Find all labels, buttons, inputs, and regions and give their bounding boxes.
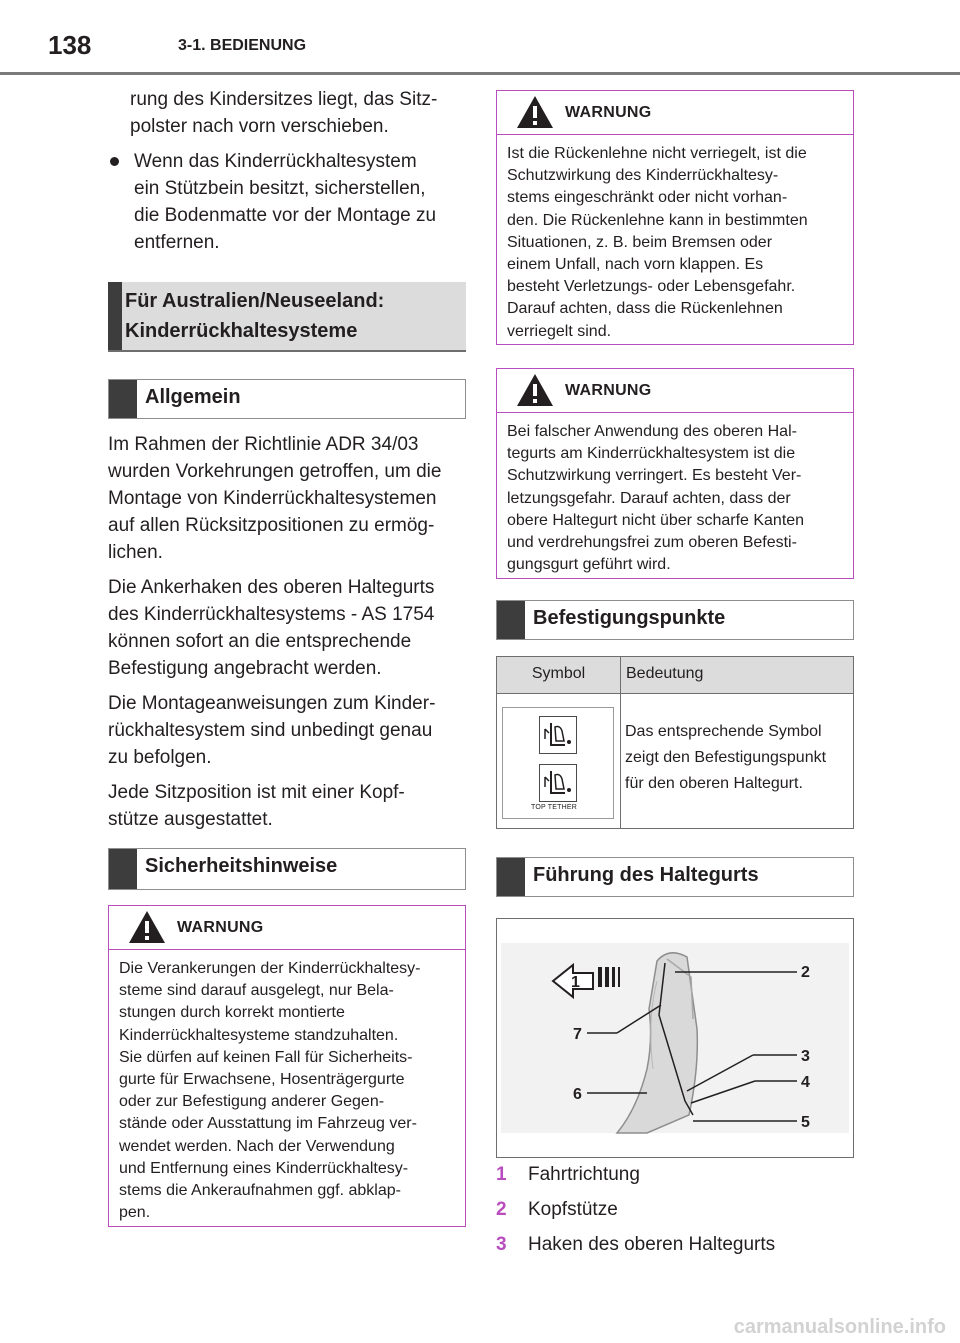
table-divider — [620, 657, 621, 828]
text-line: Wenn das Kinderrückhaltesystem — [134, 151, 417, 172]
heading-line: Kinderrückhaltesysteme — [125, 320, 358, 342]
text-line: Situationen, z. B. beim Bremsen oder — [507, 233, 773, 251]
text-line: wurden Vorkehrungen getroffen, um die — [108, 461, 442, 482]
text-line: stems die Ankeraufnahmen ggf. abklap- — [119, 1182, 401, 1200]
top-tether-caption: TOP TETHER — [531, 804, 577, 811]
watermark: carmanualsonline.info — [733, 1316, 946, 1338]
legend-label: Kopfstütze — [528, 1199, 618, 1220]
text-line: Die Verankerungen der Kinderrückhaltesy- — [119, 960, 421, 977]
text-line: Darauf achten, dass die Rückenlehnen — [507, 300, 783, 318]
text-line: oder zur Befestigung anderer Gegen- — [119, 1093, 385, 1111]
tether-routing-figure — [496, 918, 854, 1158]
callout-1: 1 — [571, 974, 580, 991]
warning-text — [497, 135, 853, 343]
text-line: entfernen. — [134, 232, 220, 253]
legend-label: Haken des oberen Haltegurts — [528, 1234, 776, 1255]
child-seat-anchor-icon — [539, 716, 577, 754]
warning-title: WARNUNG — [565, 104, 652, 121]
subheading-tether-routing — [496, 857, 854, 897]
table-header-symbol: Symbol — [497, 657, 620, 694]
bullet-item — [108, 148, 466, 256]
warning-triangle-icon — [128, 910, 166, 944]
warning-header — [497, 91, 853, 135]
text-line: ein Stützbein besitzt, sicherstellen, — [134, 178, 426, 199]
warning-header — [497, 369, 853, 413]
text-line: stütze ausgestattet. — [108, 809, 273, 830]
meaning-cell — [625, 719, 851, 797]
section-title: 3-1. BEDIENUNG — [178, 37, 307, 54]
text-line: und verdrehungsfrei zum oberen Befesti- — [507, 534, 797, 552]
subheading-text: Sicherheitshinweise — [145, 855, 338, 877]
text-line: obere Haltegurt nicht über scharfe Kanten — [507, 511, 805, 529]
legend-item — [496, 1164, 854, 1190]
warning-text — [109, 950, 465, 1224]
text-line: für den oberen Haltegurt. — [625, 775, 803, 792]
text-line: Sie dürfen auf keinen Fall für Sicherheits- — [119, 1048, 413, 1066]
paragraph — [108, 690, 466, 771]
text-line: letzungsgefahr. Darauf achten, dass der — [507, 489, 791, 507]
callout-3: 3 — [801, 1048, 810, 1065]
heading-bar — [108, 282, 122, 350]
warning-box-backrest — [496, 90, 854, 345]
heading-bar — [497, 858, 525, 896]
legend-number: 1 — [496, 1164, 507, 1185]
text-line: stände oder Ausstattung im Fahrzeug ver- — [119, 1115, 417, 1133]
text-line: wendet werden. Nach der Verwendung — [119, 1137, 395, 1155]
left-column — [108, 86, 466, 264]
callout-6: 6 — [573, 1086, 582, 1103]
subheading-safety — [108, 848, 466, 890]
text-line: Die Ankerhaken des oberen Haltegurts — [108, 577, 435, 598]
warning-box-anchorage — [108, 905, 466, 1227]
warning-triangle-icon — [516, 373, 554, 407]
subheading-anchor-points — [496, 600, 854, 640]
warning-triangle-icon — [516, 95, 554, 129]
subheading-text: Allgemein — [145, 386, 241, 408]
page-header — [0, 0, 960, 76]
text-line: lichen. — [108, 542, 163, 563]
legend-item — [496, 1199, 854, 1225]
text-line: auf allen Rücksitzpositionen zu ermög- — [108, 515, 435, 536]
text-line: Schutzwirkung des Kinderrückhaltesy- — [507, 167, 779, 185]
text-line: einem Unfall, nach vorn klappen. Es — [507, 256, 764, 274]
text-line: rückhaltesystem sind unbedingt genau — [108, 720, 433, 741]
text-line: stungen durch korrekt montierte — [119, 1004, 345, 1022]
text-line: die Bodenmatte vor der Montage zu — [134, 205, 437, 226]
legend-label: Fahrtrichtung — [528, 1164, 640, 1185]
subheading-general — [108, 379, 466, 419]
text-line: Schutzwirkung verringert. Es besteht Ver- — [507, 467, 802, 485]
heading-line: Für Australien/Neuseeland: — [125, 290, 385, 312]
text-line: den. Die Rückenlehne kann in bestimmten — [507, 211, 808, 229]
text-line: Das entsprechende Symbol — [625, 723, 822, 740]
text-line: rung des Kindersitzes liegt, das Sitz- — [130, 89, 438, 110]
warning-title: WARNUNG — [565, 382, 652, 399]
symbol-table — [496, 656, 854, 829]
subheading-text: Befestigungspunkte — [533, 607, 726, 629]
text-line: Die Montageanweisungen zum Kinder- — [108, 693, 436, 714]
page-number: 138 — [48, 30, 92, 60]
text-line: besteht Verletzungs- oder Lebensgefahr. — [507, 278, 796, 296]
text-line: Im Rahmen der Richtlinie ADR 34/03 — [108, 434, 419, 455]
paragraph — [108, 431, 466, 566]
text-line: des Kinderrückhaltesystems - AS 1754 — [108, 604, 435, 625]
text-line: können sofort an die entsprechende — [108, 631, 412, 652]
paragraph — [108, 779, 466, 833]
seat-illustration — [497, 919, 853, 1157]
text-line: gungsgurt geführt wird. — [507, 556, 671, 574]
text-line: gurte für Erwachsene, Hosenträgergurte — [119, 1071, 405, 1089]
general-text — [108, 431, 466, 841]
warning-box-tether — [496, 368, 854, 579]
continued-paragraph — [108, 86, 466, 140]
callout-4: 4 — [801, 1074, 810, 1091]
text-line: Montage von Kinderrückhaltesystemen — [108, 488, 437, 509]
text-line: und Entfernung eines Kinderrückhaltesy- — [119, 1159, 409, 1177]
paragraph — [108, 574, 466, 682]
text-line: polster nach vorn verschieben. — [130, 116, 389, 137]
top-tether-icon — [539, 764, 577, 802]
text-line: Ist die Rückenlehne nicht verriegelt, ist die — [507, 145, 807, 162]
header-rule — [0, 72, 960, 75]
text-line: pen. — [119, 1204, 151, 1222]
callout-2: 2 — [801, 964, 810, 981]
region-heading-text — [125, 286, 384, 346]
table-header-meaning: Bedeutung — [621, 657, 853, 694]
subheading-text: Führung des Haltegurts — [533, 864, 759, 886]
legend-number: 2 — [496, 1199, 507, 1220]
callout-7: 7 — [573, 1026, 582, 1043]
text-line: steme sind darauf ausgelegt, nur Bela- — [119, 982, 394, 1000]
warning-title: WARNUNG — [177, 919, 264, 936]
text-line: zu befolgen. — [108, 747, 212, 768]
legend-item — [496, 1234, 854, 1260]
text-line: Jede Sitzposition ist mit einer Kopf- — [108, 782, 405, 803]
legend-number: 3 — [496, 1234, 507, 1255]
symbol-cell — [502, 707, 614, 819]
text-line: Bei falscher Anwendung des oberen Hal- — [507, 423, 797, 440]
text-line: stems eingeschränkt oder nicht vorhan- — [507, 189, 788, 207]
text-line: verriegelt sind. — [507, 322, 612, 340]
text-line: tegurts am Kinderrückhaltesystem ist die — [507, 445, 796, 463]
heading-bar — [109, 849, 137, 889]
text-line: Kinderrückhaltesysteme standzuhalten. — [119, 1026, 399, 1044]
bullet-dot-icon — [110, 157, 119, 166]
text-line: zeigt den Befestigungspunkt — [625, 749, 827, 766]
heading-bar — [497, 601, 525, 639]
warning-header — [109, 906, 465, 950]
heading-bar — [109, 380, 137, 418]
warning-text — [497, 413, 853, 576]
text-line: Befestigung angebracht werden. — [108, 658, 382, 679]
region-heading — [108, 282, 466, 352]
callout-5: 5 — [801, 1114, 810, 1131]
